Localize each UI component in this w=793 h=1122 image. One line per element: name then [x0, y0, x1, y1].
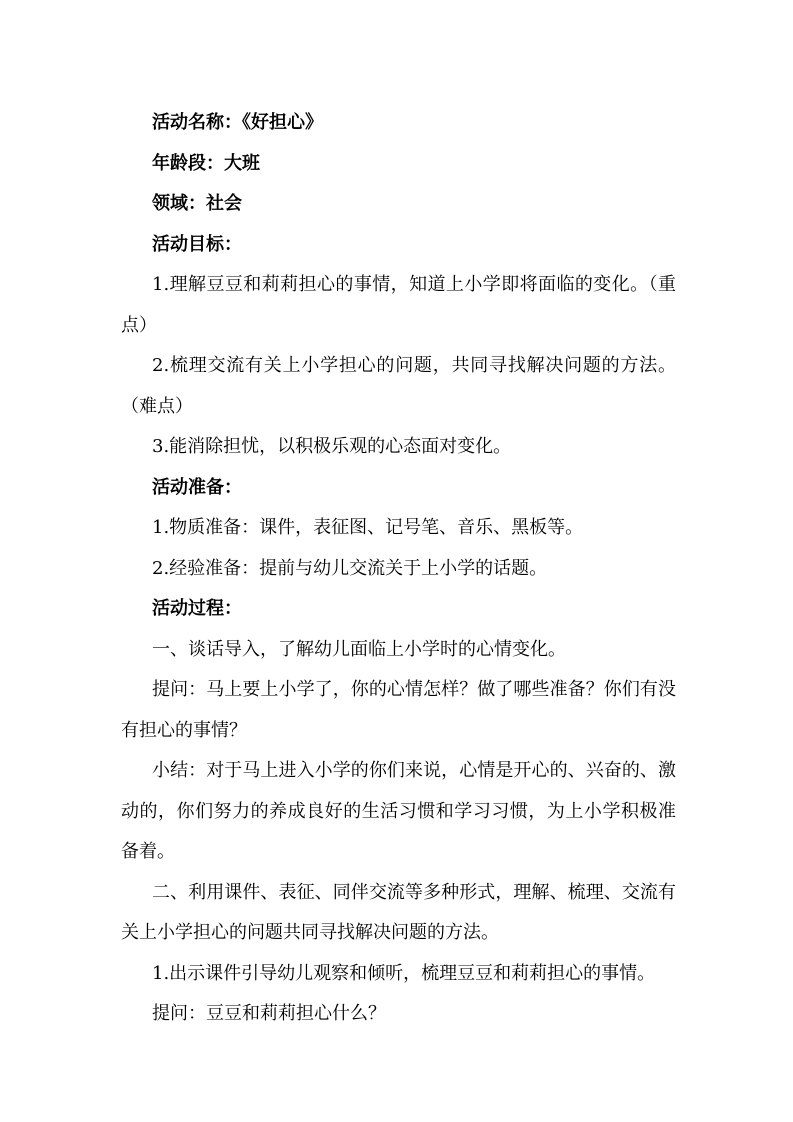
section-heading-process: 活动过程：	[152, 598, 242, 619]
age-group: 年龄段：大班	[152, 152, 260, 174]
domain-field: 领域：社会	[152, 193, 242, 214]
section-heading-goals: 活动目标：	[152, 233, 242, 255]
preparation-item: 1.物质准备：课件，表征图、记号笔、音乐、黑板等。	[152, 517, 584, 538]
section-heading-preparation: 活动准备：	[152, 476, 242, 498]
process-question: 提问：马上要上小学了，你的心情怎样？做了哪些准备？你们有没有担心的事情？	[121, 679, 676, 741]
preparation-item: 2.经验准备：提前与幼儿交流关于上小学的话题。	[152, 557, 548, 579]
goal-item: 1.理解豆豆和莉莉担心的事情，知道上小学即将面临的变化。（重点）	[121, 274, 676, 336]
goal-item: 3.能消除担忧，以积极乐观的心态面对变化。	[152, 436, 512, 457]
process-summary: 小结：对于马上进入小学的你们来说，心情是开心的、兴奋的、激动的，你们努力的养成良好的生活习惯和学习习惯，为上小学积极准备着。	[121, 760, 676, 862]
process-step: 一、谈话导入，了解幼儿面临上小学时的心情变化。	[152, 638, 566, 660]
process-step: 二、利用课件、表征、同伴交流等多种形式，理解、梳理、交流有关上小学担心的问题共同寻找解决问题的方法。	[121, 881, 676, 943]
activity-name: 活动名称：《好担心》	[152, 112, 323, 133]
process-question: 提问：豆豆和莉莉担心什么？	[152, 1003, 386, 1024]
document-body	[121, 103, 676, 1035]
goal-item: 2.梳理交流有关上小学担心的问题，共同寻找解决问题的方法。（难点）	[121, 355, 676, 417]
process-substep: 1.出示课件引导幼儿观察和倾听，梳理豆豆和莉莉担心的事情。	[152, 962, 656, 984]
